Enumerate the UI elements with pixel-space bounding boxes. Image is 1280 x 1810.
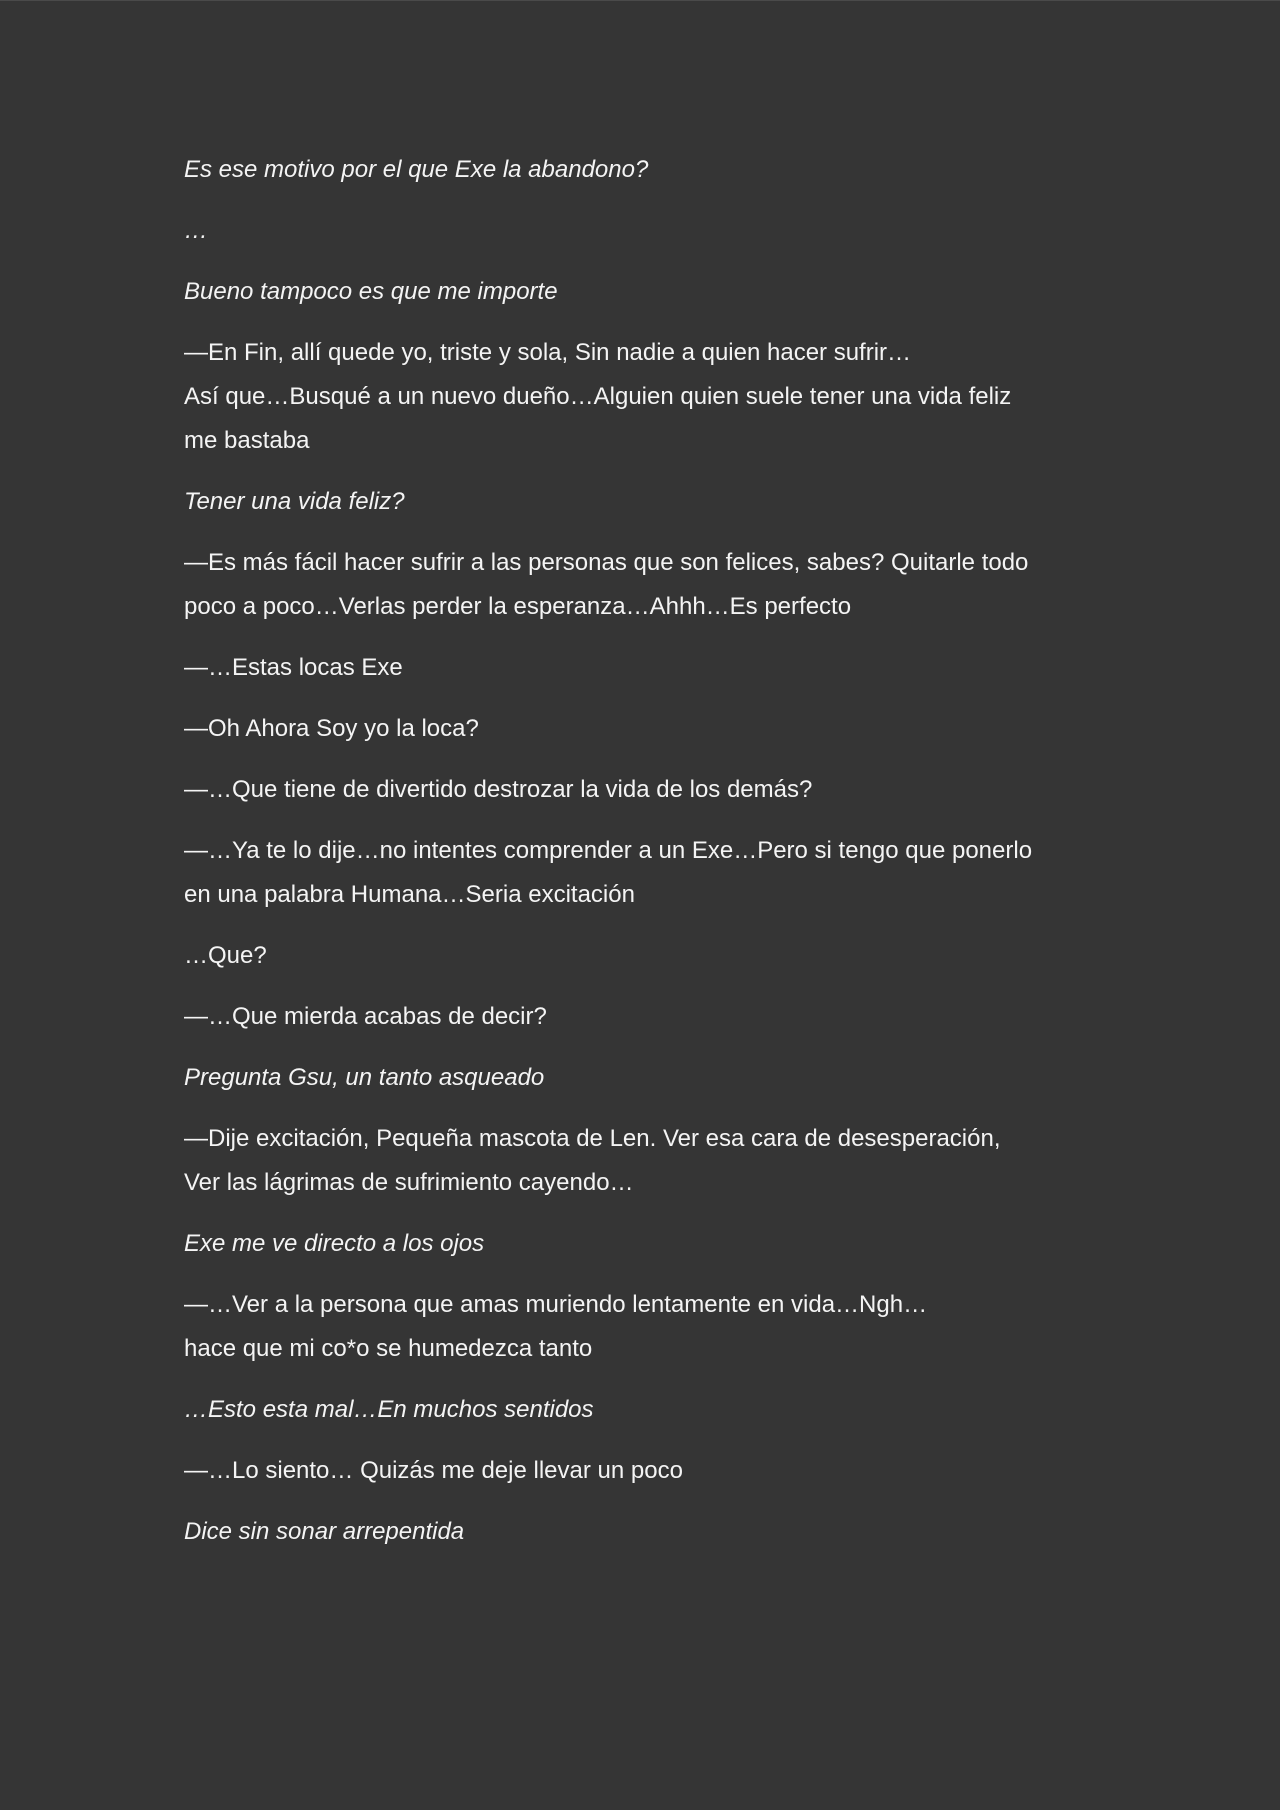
- dialogue-paragraph: —Dije excitación, Pequeña mascota de Len. Ver esa cara de desesperación, Ver las lágrimas de sufrimiento cayendo…: [184, 1125, 1001, 1196]
- narration-paragraph: Dice sin sonar arrepentida: [184, 1518, 465, 1545]
- dialogue-paragraph: —…Estas locas Exe: [184, 654, 403, 681]
- dialogue-paragraph: —…Ya te lo dije…no intentes comprender a un Exe…Pero si tengo que ponerlo en una palabra Humana…Seria excitación: [184, 837, 1033, 908]
- narration-paragraph: Exe me ve directo a los ojos: [184, 1230, 485, 1257]
- dialogue-paragraph: …Que?: [184, 942, 267, 969]
- dialogue-paragraph: —…Que tiene de divertido destrozar la vida de los demás?: [184, 776, 813, 803]
- dialogue-paragraph: —Oh Ahora Soy yo la loca?: [184, 715, 479, 742]
- ellipsis-paragraph: …: [184, 217, 208, 244]
- narration-paragraph: …Esto esta mal…En muchos sentidos: [184, 1396, 594, 1423]
- narration-paragraph: Pregunta Gsu, un tanto asqueado: [184, 1064, 545, 1091]
- narration-paragraph: Bueno tampoco es que me importe: [184, 278, 558, 305]
- dialogue-paragraph: —En Fin, allí quede yo, triste y sola, Sin nadie a quien hacer sufrir… Así que…Busqué a un nuevo dueño…Alguien quien suele tener una vida feliz me bastaba: [184, 339, 1012, 454]
- dialogue-paragraph: —…Que mierda acabas de decir?: [184, 1003, 547, 1030]
- dialogue-paragraph: —Es más fácil hacer sufrir a las personas que son felices, sabes? Quitarle todo poco a poco…Verlas perder la esperanza…Ahhh…Es perfecto: [184, 549, 1029, 620]
- narration-paragraph: Tener una vida feliz?: [184, 488, 405, 515]
- dialogue-paragraph: —…Lo siento… Quizás me deje llevar un poco: [184, 1457, 683, 1484]
- text-column: [184, 148, 1104, 1571]
- narration-paragraph: Es ese motivo por el que Exe la abandono?: [184, 156, 649, 183]
- dialogue-paragraph: —…Ver a la persona que amas muriendo lentamente en vida…Ngh… hace que mi co*o se humedezca tanto: [184, 1291, 928, 1362]
